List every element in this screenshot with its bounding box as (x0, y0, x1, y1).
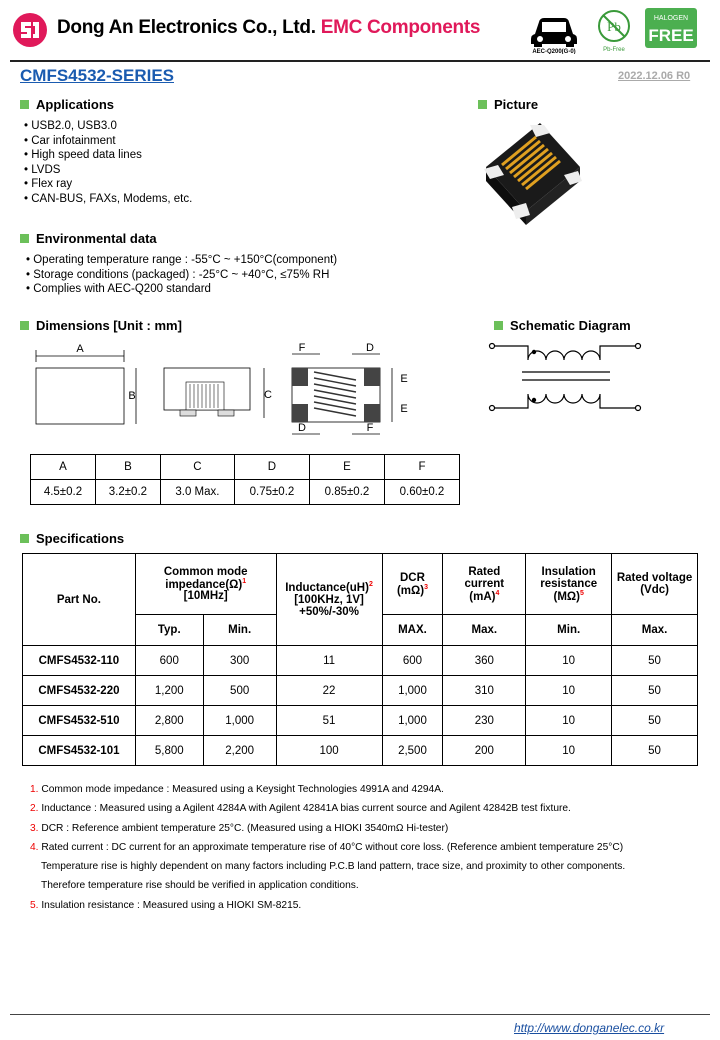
aec-car-icon (525, 8, 583, 54)
table-cell: 0.85±0.2 (309, 480, 384, 505)
footnote-continuation (30, 876, 700, 895)
col-cm-header (135, 554, 276, 615)
dim-label-a: A (76, 343, 84, 355)
footnote-ref: 2 (368, 581, 373, 589)
sub-ir-min: Min. (526, 615, 612, 646)
sub-rv-max: Max. (612, 615, 698, 646)
list-item: • Complies with AEC-Q200 standard (26, 282, 337, 297)
footnote-ref: 1 (242, 577, 247, 585)
footnote-text: Insulation resistance : Measured using a HIOKI SM-8215. (41, 899, 302, 911)
table-cell: 300 (203, 646, 276, 676)
list-item: • Car infotainment (24, 134, 192, 149)
table-cell: 230 (443, 706, 526, 736)
table-cell: 0.75±0.2 (234, 480, 309, 505)
footnote-number: 4. (30, 841, 39, 853)
schematic-heading-text: Schematic Diagram (510, 318, 631, 333)
footnote (30, 819, 700, 838)
specifications-heading (20, 531, 124, 546)
table-cell: 4.5±0.2 (31, 480, 96, 505)
table-row (23, 736, 698, 766)
specifications-table (22, 553, 698, 766)
applications-list (24, 119, 192, 206)
col-dcr-line1: DCR (400, 571, 425, 584)
dim-label-c: C (264, 389, 272, 401)
col-rv-line2: (Vdc) (640, 584, 669, 596)
footnote-continuation (30, 857, 700, 876)
table-cell: 200 (443, 736, 526, 766)
applications-heading (20, 97, 114, 112)
table-cell: 50 (612, 676, 698, 706)
col-dcr-header (382, 554, 443, 615)
specifications-heading-text: Specifications (36, 531, 125, 546)
footnote-ref: 5 (579, 589, 584, 597)
list-item: • LVDS (24, 163, 192, 178)
section-bullet-icon (20, 100, 29, 109)
col-ind-header (276, 554, 382, 646)
company-logo (12, 12, 48, 48)
col-ir-header (526, 554, 612, 615)
col-part-label: Part No. (56, 593, 101, 606)
list-item: • CAN-BUS, FAXs, Modems, etc. (24, 192, 192, 207)
schematic-heading (494, 318, 631, 333)
table-cell: 5,800 (135, 736, 203, 766)
company-name: Dong An Electronics Co., Ltd. (57, 17, 316, 38)
col-ir-line1: Insulation (541, 565, 596, 578)
table-cell: 10 (526, 646, 612, 676)
footnote-text: DCR : Reference ambient temperature 25°C. (Measured using a HIOKI 3540mΩ Hi-tester) (41, 822, 449, 834)
dim-label-f-top: F (298, 342, 306, 354)
list-item: • Storage conditions (packaged) : -25°C ~ +40°C, ≤75% RH (26, 268, 337, 283)
col-ind-line3: +50%/-30% (299, 605, 359, 618)
applications-heading-text: Applications (36, 97, 115, 112)
table-cell: 51 (276, 706, 382, 736)
table-cell: 0.60±0.2 (384, 480, 459, 505)
dim-label-e-top: E (400, 373, 408, 385)
series-title: CMFS4532-SERIES (20, 66, 174, 85)
footnote-text: Therefore temperature rise should be verified in application conditions. (41, 880, 359, 892)
list-item: • USB2.0, USB3.0 (24, 119, 192, 134)
table-cell: 310 (443, 676, 526, 706)
dimensions-drawing (28, 338, 418, 442)
dimensions-heading (20, 318, 182, 333)
footnote (30, 896, 700, 915)
halogen-free-badge (645, 8, 697, 48)
col-rv-line1: Rated voltage (616, 572, 693, 584)
table-cell: 360 (443, 646, 526, 676)
table-cell: 10 (526, 706, 612, 736)
table-cell: 22 (276, 676, 382, 706)
table-header: F (384, 455, 459, 480)
table-cell: 1,000 (203, 706, 276, 736)
table-cell: 3.0 Max. (160, 480, 234, 505)
table-header-row (23, 554, 698, 615)
pb-free-icon (592, 8, 636, 54)
dim-label-b: B (128, 390, 136, 402)
aec-label: AEC-Q200(G-0) (532, 49, 576, 54)
table-cell: 2,200 (203, 736, 276, 766)
footnote (30, 780, 700, 799)
environmental-heading-text: Environmental data (36, 231, 157, 246)
table-cell: 600 (382, 646, 443, 676)
table-cell: 10 (526, 676, 612, 706)
col-rc-header (443, 554, 526, 615)
table-cell: 1,000 (382, 706, 443, 736)
table-cell: 1,200 (135, 676, 203, 706)
part-number: CMFS4532-101 (23, 736, 136, 766)
table-cell: 2,500 (382, 736, 443, 766)
table-header-row (31, 455, 460, 480)
table-cell: 2,800 (135, 706, 203, 736)
part-number: CMFS4532-110 (23, 646, 136, 676)
table-cell: 3.2±0.2 (95, 480, 160, 505)
col-ind-line2: [100KHz, 1V] (294, 593, 364, 606)
section-bullet-icon (20, 321, 29, 330)
col-ir-line3: (MΩ) (553, 590, 580, 603)
component-photo (478, 115, 588, 230)
table-cell: 50 (612, 646, 698, 676)
dim-label-d-bottom: D (298, 422, 306, 434)
table-row (31, 480, 460, 505)
table-header: A (31, 455, 96, 480)
website-link[interactable]: http://www.donganelec.co.kr (514, 1021, 665, 1035)
table-row (23, 676, 698, 706)
table-header: C (160, 455, 234, 480)
pb-symbol: Pb (607, 19, 621, 34)
free-label: FREE (648, 26, 694, 45)
section-bullet-icon (478, 100, 487, 109)
part-number: CMFS4532-220 (23, 676, 136, 706)
footnote-text: Inductance : Measured using a Agilent 4284A with Agilent 42841A bias current source and Agilent 42842B test fixture. (41, 803, 571, 815)
section-bullet-icon (20, 534, 29, 543)
schematic-diagram (488, 338, 646, 414)
table-header: D (234, 455, 309, 480)
table-cell: 10 (526, 736, 612, 766)
table-cell: 11 (276, 646, 382, 676)
header-divider (10, 60, 710, 62)
footnote-number: 5. (30, 899, 39, 911)
col-ir-line2: resistance (540, 577, 598, 590)
table-row (23, 646, 698, 676)
col-rv-header (612, 554, 698, 615)
list-item: • Flex ray (24, 177, 192, 192)
list-item: • Operating temperature range : -55°C ~ +150°C(component) (26, 253, 337, 268)
table-cell: 100 (276, 736, 382, 766)
col-cm-line2: impedance(Ω) (165, 578, 243, 591)
footnote (30, 838, 700, 857)
dimensions-heading-text: Dimensions [Unit : mm] (36, 318, 182, 333)
part-number: CMFS4532-510 (23, 706, 136, 736)
footnotes (30, 780, 700, 915)
table-cell: 1,000 (382, 676, 443, 706)
picture-heading-text: Picture (494, 97, 539, 112)
halogen-label: HALOGEN (653, 15, 689, 22)
table-header: B (95, 455, 160, 480)
col-ind-line1: Inductance(uH) (285, 581, 369, 594)
company-header (57, 17, 480, 39)
footnote-number: 1. (30, 784, 39, 795)
environmental-heading (20, 231, 157, 246)
table-row (23, 706, 698, 736)
table-cell: 50 (612, 736, 698, 766)
dim-label-f-bottom: F (366, 422, 374, 434)
col-rc-line2: current (464, 577, 505, 590)
dim-label-d-top: D (366, 342, 374, 354)
footnote-text: Common mode impedance : Measured using a Keysight Technologies 4991A and 4294A. (41, 784, 444, 795)
col-part-header (23, 554, 136, 646)
division-name: EMC Components (320, 17, 481, 38)
footnote-ref: 4 (495, 589, 500, 597)
footnote-number: 3. (30, 822, 39, 834)
revision-date: 2022.12.06 R0 (618, 70, 691, 82)
footnote-number: 2. (30, 803, 39, 815)
sub-typ: Typ. (135, 615, 203, 646)
sub-min: Min. (203, 615, 276, 646)
table-header: E (309, 455, 384, 480)
footnote (30, 799, 700, 818)
sub-dcr-max: MAX. (382, 615, 443, 646)
dim-label-e-bottom: E (400, 403, 408, 415)
col-rc-line1: Rated (468, 565, 501, 578)
footnote-text: Temperature rise is highly dependent on many factors including P.C.B land pattern, trace size, and proximity to other components. (41, 861, 626, 873)
dimensions-table (30, 454, 460, 505)
col-rc-line3: (mA) (469, 590, 496, 603)
footer-divider (10, 1014, 710, 1015)
section-bullet-icon (494, 321, 503, 330)
list-item: • High speed data lines (24, 148, 192, 163)
footnote-ref: 3 (424, 583, 428, 591)
footnote-text: Rated current : DC current for an approximate temperature rise of 40°C without core loss. (Reference ambient temperature 25°C) (41, 841, 624, 853)
col-cm-line3: [10MHz] (183, 590, 228, 603)
section-bullet-icon (20, 234, 29, 243)
col-dcr-line2: (mΩ) (396, 584, 425, 597)
table-cell: 600 (135, 646, 203, 676)
pb-free-label: Pb-Free (603, 47, 625, 53)
picture-heading (478, 97, 538, 112)
col-cm-line1: Common mode (163, 565, 248, 578)
environmental-list (26, 253, 337, 297)
sub-rc-max: Max. (443, 615, 526, 646)
table-cell: 50 (612, 706, 698, 736)
table-cell: 500 (203, 676, 276, 706)
